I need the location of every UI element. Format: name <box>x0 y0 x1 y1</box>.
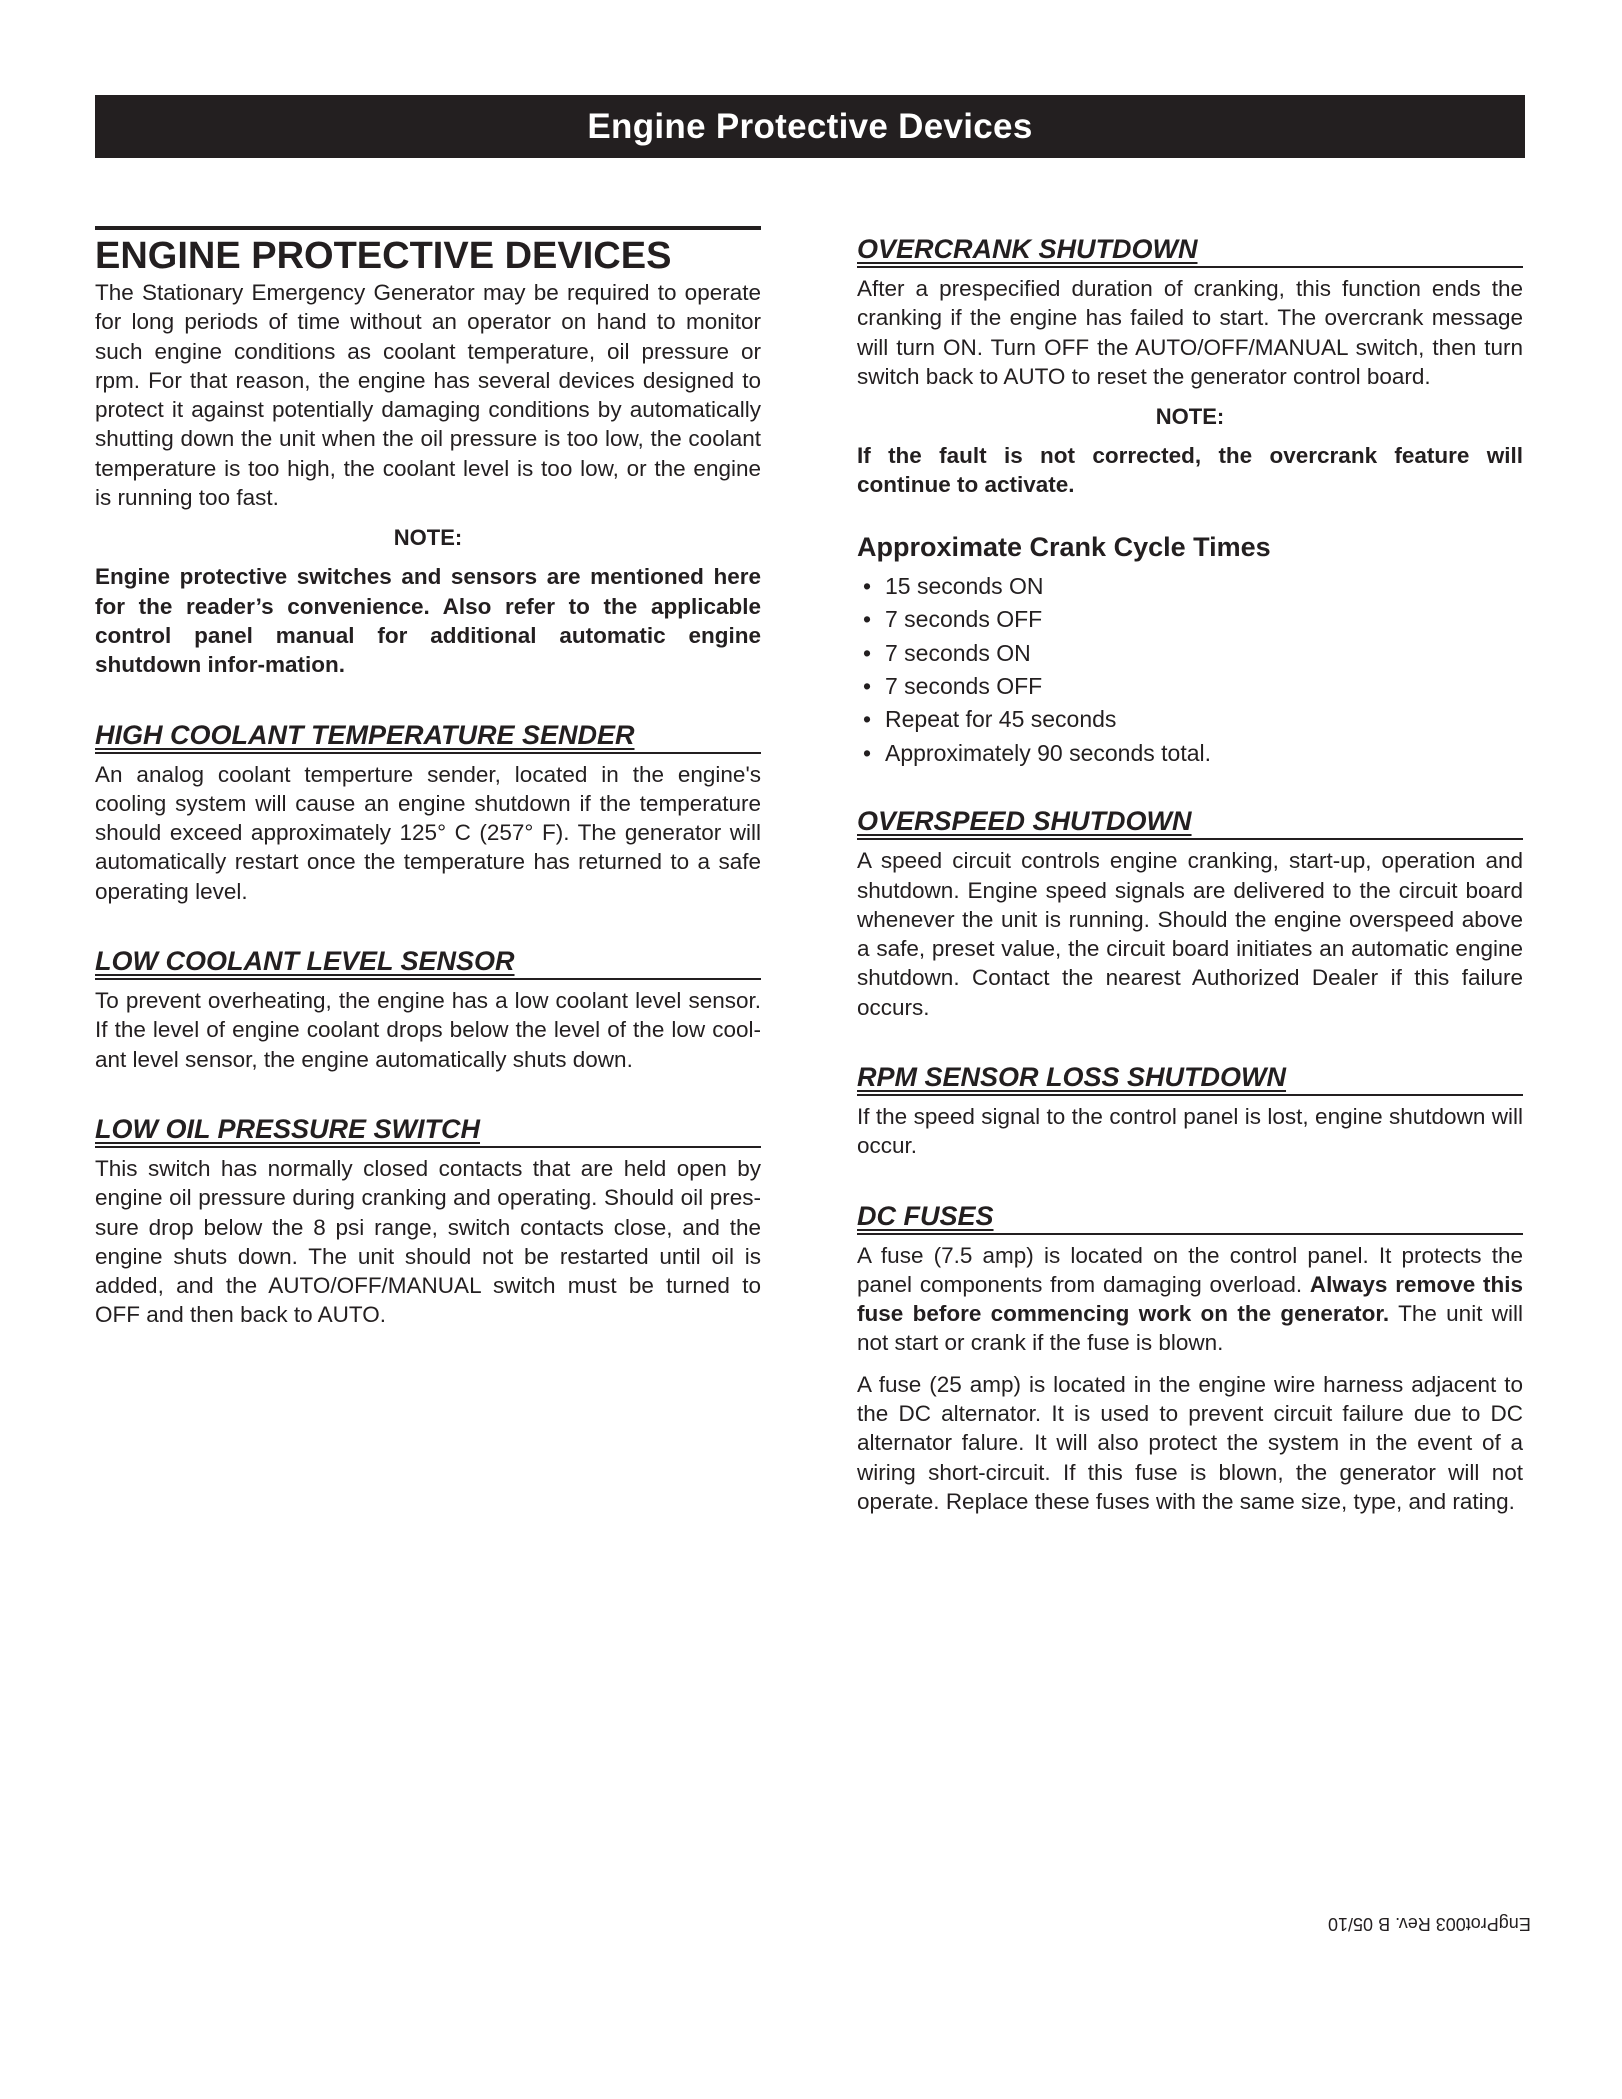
list-item: • 7 seconds OFF <box>857 603 1523 636</box>
section-heading: LOW OIL PRESSURE SWITCH <box>95 1112 761 1148</box>
section-low-oil-pressure <box>95 1112 761 1330</box>
section-text: An analog coolant temperture sender, located in the engine's cooling system will cause an engine shutdown if the temperature should exceed approximately 125° C (257° F). The generator will automatically restart once the temperature has returned to a safe operating level. <box>95 761 761 904</box>
section-low-coolant-level <box>95 944 761 1074</box>
section-heading: LOW COOLANT LEVEL SENSOR <box>95 944 761 980</box>
section-text: A speed circuit controls engine cranking, start-up, operation and shutdown. Engine speed signals are delivered to the circuit board whenever the unit is running. Should the engine overspeed above a safe, preset value, the circuit board initiates an automatic engine shutdown. Contact the nearest Authorized Dealer if this failure occurs. <box>857 848 1523 1020</box>
note-text: Engine protective switches and sensors are mentioned here for the reader’s convenience. Also refer to the applicable control panel manual for additional automatic engine shutdown infor-mation. <box>95 564 761 678</box>
document-code: EngProt003 Rev. B 05/10 <box>1328 1914 1531 1934</box>
list-item: • 7 seconds ON <box>857 637 1523 670</box>
note-label: NOTE: <box>1155 404 1225 430</box>
section-heading: OVERSPEED SHUTDOWN <box>857 804 1523 840</box>
section-heading: DC FUSES <box>857 1199 1523 1235</box>
fuse-text-start: A fuse (7.5 amp) is located on the control panel. It protects the panel components from damaging overload. <box>857 1242 1523 1297</box>
note-label: NOTE: <box>393 525 463 551</box>
list-item: • 15 seconds ON <box>857 570 1523 603</box>
section-text: A fuse (25 amp) is located in the engine wire harness adjacent to the DC alternator. It is used to prevent circuit failure due to DC alternator falure. It will also protect the system in the event of a wiring short-circuit. If this fuse is blown, the generator will not operate. Replace these fuses with the same size, type, and rating. <box>857 1371 1523 1514</box>
section-text: To prevent overheating, the engine has a low coolant level sensor. If the level of engine coolant drops below the level of the low cool-ant level sensor, the engine automatically shuts down. <box>95 988 761 1072</box>
intro-paragraph: The Stationary Emergency Generator may be required to operate for long periods of time without an operator on hand to monitor such engine conditions as coolant temperature, oil pressure or rpm. For that reason, the engine has several devices designed to protect it against potentially damaging conditions by automatically shutting down the unit when the oil pressure is too low, the coolant temperature is too high, the coolant level is too low, or the engine is running too fast. <box>95 280 761 511</box>
list-item: • Repeat for 45 seconds <box>857 703 1523 736</box>
main-title: ENGINE PROTECTIVE DEVICES <box>95 226 761 278</box>
right-column <box>857 226 1523 1516</box>
banner-title: Engine Protective Devices <box>587 106 1033 146</box>
section-crank-cycle <box>857 530 1523 770</box>
section-text: This switch has normally closed contacts that are held open by engine oil pressure during cranking and operating. Should oil pres-sure drop below the 8 psi range, switch contacts close, and the engine shuts down. The unit should not be restarted until oil is added, and the AUTO/OFF/MANUAL switch must be turned to OFF and then back to AUTO. <box>95 1155 761 1328</box>
section-heading: RPM SENSOR LOSS SHUTDOWN <box>857 1060 1523 1096</box>
section-dc-fuses <box>857 1199 1523 1517</box>
list-item: • 7 seconds OFF <box>857 670 1523 703</box>
left-column <box>95 226 761 1330</box>
note-text: If the fault is not corrected, the overcrank feature will continue to activate. <box>857 443 1523 498</box>
page-banner <box>95 95 1525 158</box>
crank-cycle-heading: Approximate Crank Cycle Times <box>857 531 1271 562</box>
section-overspeed <box>857 804 1523 1022</box>
section-text: After a prespecified duration of cranking, this function ends the cranking if the engine has failed to start. The overcrank message will turn ON. Turn OFF the AUTO/OFF/MANUAL switch, then turn switch back to AUTO to reset the generator control board. <box>857 276 1523 389</box>
fuse-text-end: The unit will not start or crank if the fuse is blown. <box>857 1301 1523 1356</box>
section-text <box>857 1241 1523 1358</box>
crank-cycle-list <box>857 570 1523 770</box>
section-heading: HIGH COOLANT TEMPERATURE SENDER <box>95 718 761 754</box>
fuse-warning: Always remove this fuse before commencing work on the generator. <box>857 1271 1524 1327</box>
section-high-coolant-temp <box>95 718 761 906</box>
section-rpm-sensor <box>857 1060 1523 1161</box>
section-text: If the speed signal to the control panel is lost, engine shutdown will occur. <box>857 1104 1523 1159</box>
section-heading: OVERCRANK SHUTDOWN <box>857 232 1523 268</box>
section-overcrank <box>857 232 1523 500</box>
list-item: • Approximately 90 seconds total. <box>857 737 1523 770</box>
